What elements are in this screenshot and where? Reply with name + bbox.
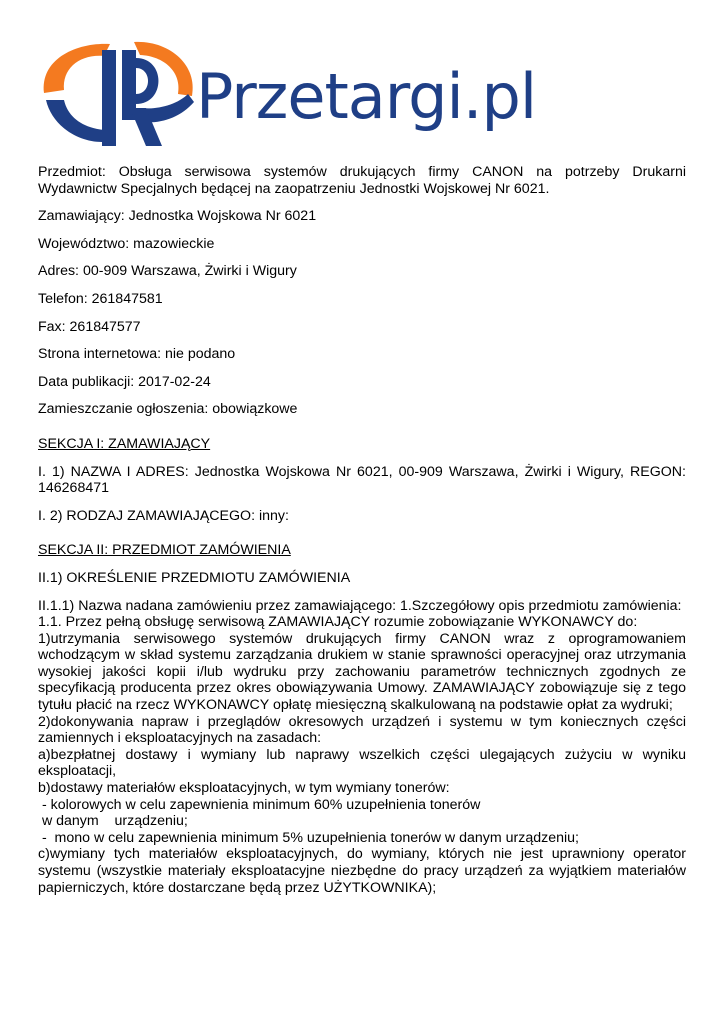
sekcja-2-heading: SEKCJA II: PRZEDMIOT ZAMÓWIENIA — [38, 542, 291, 559]
opis-line: II.1.1) Nazwa nadana zamówieniu przez zamawiającego: 1.Szczegółowy opis przedmiotu zamówienia: — [38, 597, 682, 614]
telefon-line: Telefon: 261847581 — [38, 290, 163, 307]
zamieszczanie-line: Zamieszczanie ogłoszenia: obowiązkowe — [38, 401, 298, 418]
document-body — [38, 164, 686, 896]
okreslenie-przedmiotu: II.1) OKREŚLENIE PRZEDMIOTU ZAMÓWIENIA — [38, 569, 351, 586]
logo-text: Przetargi.pl — [196, 60, 537, 133]
opis-line: b)dostawy materiałów eksploatacyjnych, w tym wymiany tonerów: — [38, 780, 450, 797]
przetargi-logo — [38, 38, 558, 153]
sekcja-1-heading: SEKCJA I: ZAMAWIAJĄCY — [38, 435, 211, 452]
wojewodztwo-line: Województwo: mazowieckie — [38, 235, 215, 252]
strona-line: Strona internetowa: nie podano — [38, 346, 236, 363]
przedmiot-line: Przedmiot: Obsługa serwisowa systemów drukujących firmy CANON na potrzeby Drukarni Wydawnictw Specjalnych będącej na zaopatrzeniu Jednostki Wojskowej Nr 6021. — [38, 164, 686, 197]
adres-line: Adres: 00-909 Warszawa, Żwirki i Wigury — [38, 263, 297, 280]
opis-line: c)wymiany tych materiałów eksploatacyjnych, do wymiany, których nie jest uprawniony operator systemu (wszystkie materiały eksploatacyjne niezbędne do pracy urządzeń za wyjątkiem materiałów papierniczych, które dostarczane będą przez UŻYTKOWNIKA); — [38, 846, 686, 896]
opis-line: 1)utrzymania serwisowego systemów drukujących firmy CANON wraz z oprogramowaniem wchodzącym w skład systemu zarządzania drukiem w stanie sprawności operacyjnej oraz utrzymania wysokiej jakości kopii i/lub wydruku przy zachowaniu parametrów technicznych zgodnych ze specyfikacją producenta przez okres obowiązywania Umowy. ZAMAWIAJĄCY zobowiązuje się z tego tytułu płacić na rzecz WYKONAWCY opłatę miesięczną skalkulowaną na podstawie opłat za wydruki; — [38, 630, 686, 714]
data-publikacji-line: Data publikacji: 2017-02-24 — [38, 373, 211, 390]
opis-line: a)bezpłatnej dostawy i wymiany lub naprawy wszelkich części ulegających zużyciu w wyniku eksploatacji, — [38, 746, 686, 780]
opis-line: 1.1. Przez pełną obsługę serwisową ZAMAWIAJĄCY rozumie zobowiązanie WYKONAWCY do: — [38, 614, 638, 631]
opis-line: 2)dokonywania napraw i przeglądów okresowych urządzeń i systemu w tym koniecznych części zamiennych i eksploatacyjnych na zasadach: — [38, 713, 686, 747]
opis-line: - kolorowych w celu zapewnienia minimum 60% uzupełnienia tonerów — [38, 796, 481, 813]
opis-line: w danym urządzeniu; — [38, 813, 188, 830]
logo-mark-icon — [38, 38, 198, 153]
fax-line: Fax: 261847577 — [38, 318, 141, 335]
nazwa-i-adres: I. 1) NAZWA I ADRES: Jednostka Wojskowa Nr 6021, 00-909 Warszawa, Żwirki i Wigury, REGON: 146268471 — [38, 463, 686, 497]
zamawiajacy-line: Zamawiający: Jednostka Wojskowa Nr 6021 — [38, 208, 317, 225]
rodzaj-zamawiajacego: I. 2) RODZAJ ZAMAWIAJĄCEGO: inny: — [38, 507, 289, 524]
opis-line: - mono w celu zapewnienia minimum 5% uzupełnienia tonerów w danym urządzeniu; — [38, 829, 579, 846]
